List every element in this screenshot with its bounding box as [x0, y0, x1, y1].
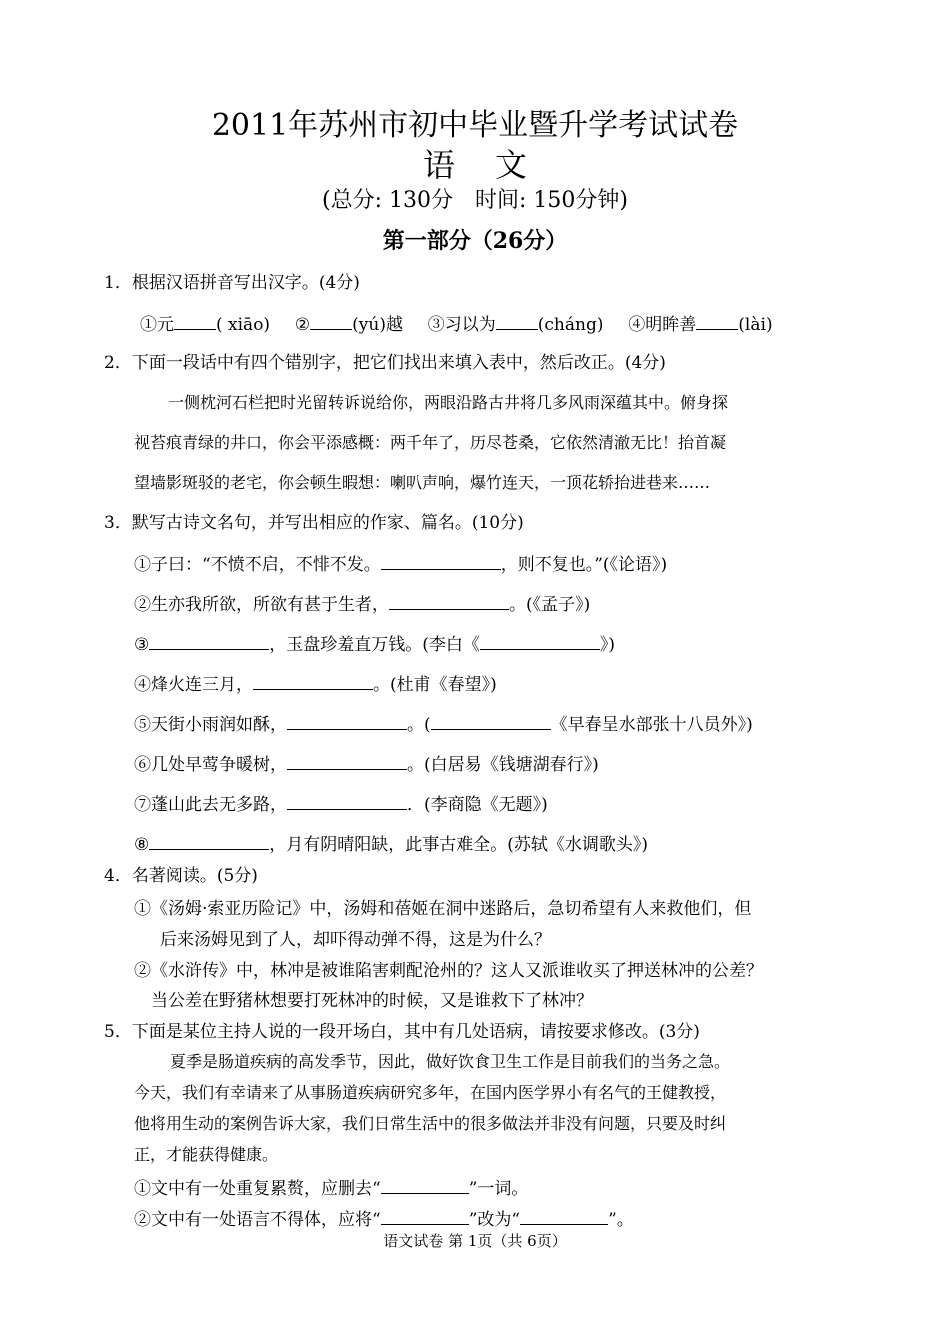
q1-item-2-post: (yú)越 [352, 315, 403, 335]
q5-line-1: 夏季是肠道疾病的高发季节，因此，做好饮食卫生工作是目前我们的当务之急。 [170, 1052, 731, 1071]
q3-item-2-post: 。(《孟子》) [509, 595, 591, 615]
q1-item-1-pre: ①元 [140, 315, 174, 335]
q3-item-3-post: 》) [599, 635, 616, 655]
q3-item-1-post: ，则不复也。”(《论语》) [500, 555, 668, 575]
q5-req-2-post: ”。 [608, 1210, 634, 1230]
q5-req-2-mid: ”改为“ [468, 1210, 521, 1230]
q5-blank-1[interactable] [381, 1175, 469, 1194]
q1-item-4-pre: ④明眸善 [628, 315, 697, 335]
q2-line-1: 一侧枕河石栏把时光留转诉说给你，两眼沿路古井将几多风雨深蕴其中。俯身探 [168, 393, 729, 412]
q3-blank-4[interactable] [253, 671, 373, 690]
q4-a-line-2: 后来汤姆见到了人，却吓得动弹不得，这是为什么？ [160, 930, 551, 950]
q3-blank-1[interactable] [381, 551, 501, 570]
q1-blank-4[interactable] [696, 311, 738, 330]
q2-line-3: 望墙影斑驳的老宅，你会顿生暇想：喇叭声响，爆竹连天，一顶花轿抬进巷来…… [134, 473, 711, 492]
q5-req-2-pre: ②文中有一处语言不得体，应将“ [134, 1210, 381, 1230]
q3-item-6-pre: ⑥几处早莺争暖树， [134, 755, 287, 775]
q3-item-1-pre: ①子曰：“不愤不启，不悱不发。 [134, 555, 381, 575]
q3-item-5-post: 《早春呈水部张十八员外》) [550, 715, 753, 735]
page-footer: 语文试卷 第 1页（共 6页） [383, 1232, 567, 1250]
q1-item-3-pre: ③习以为 [427, 315, 496, 335]
q3-item-2-pre: ②生亦我所欲，所欲有甚于生者， [134, 595, 389, 615]
q4-b-line-1: ②《水浒传》中，林冲是被谁陷害刺配沧州的？这人又派谁收买了押送林冲的公差？ [134, 961, 763, 981]
q3-item-5 [134, 711, 753, 737]
q3-item-8 [134, 831, 648, 857]
q3-item-8-post: ，月有阴晴阳缺，此事古难全。(苏轼《水调歌头》) [269, 835, 649, 855]
q3-blank-7[interactable] [287, 791, 407, 810]
q5-line-2: 今天，我们有幸请来了从事肠道疾病研究多年，在国内医学界小有名气的王健教授， [134, 1083, 727, 1102]
q3-blank-3a[interactable] [149, 631, 269, 650]
q3-item-5-mid: 。( [407, 715, 431, 735]
q2-line-2: 视苔痕青绿的井口，你会平添感概：两千年了，历尽苍桑，它依然清澈无比！抬首凝 [134, 433, 727, 452]
q3-item-7 [134, 791, 548, 817]
q3-item-4 [134, 671, 497, 697]
q3-blank-5a[interactable] [287, 711, 407, 730]
q1-item-1-post: ( xiāo) [216, 315, 271, 335]
q3-blank-8[interactable] [149, 831, 269, 850]
q3-item-3 [134, 631, 615, 657]
q1-blank-3[interactable] [496, 311, 538, 330]
q3-blank-5b[interactable] [431, 711, 551, 730]
q3-item-3-pre: ③ [134, 635, 150, 655]
exam-meta: (总分: 130分 时间: 150分钟) [322, 188, 628, 213]
q3-blank-2[interactable] [389, 591, 509, 610]
subject-title: 语文 [422, 146, 567, 184]
q3-item-8-pre: ⑧ [134, 835, 150, 855]
exam-title: 2011年苏州市初中毕业暨升学考试试卷 [211, 108, 739, 143]
q3-stem: 3．默写古诗文名句，并写出相应的作家、篇名。(10分) [104, 513, 524, 533]
q5-blank-2b[interactable] [520, 1206, 608, 1225]
q3-item-3-mid: ，玉盘珍羞直万钱。(李白《 [269, 635, 480, 655]
q5-line-4: 正，才能获得健康。 [134, 1145, 279, 1164]
q1-blank-2[interactable] [310, 311, 352, 330]
q5-req-1-post: ”一词。 [468, 1179, 529, 1199]
q3-blank-3b[interactable] [480, 631, 600, 650]
q1-blank-1[interactable] [174, 311, 216, 330]
q5-stem: 5．下面是某位主持人说的一段开场白，其中有几处语病，请按要求修改。(3分) [104, 1022, 700, 1042]
q5-req-1 [134, 1175, 528, 1201]
q4-a-line-1: ①《汤姆·索亚历险记》中，汤姆和蓓姬在洞中迷路后，急切希望有人来救他们，但 [134, 899, 752, 919]
q3-blank-6[interactable] [287, 751, 407, 770]
q4-stem: 4．名著阅读。(5分) [104, 866, 258, 886]
q5-req-1-pre: ①文中有一处重复累赘，应删去“ [134, 1179, 381, 1199]
q3-item-6 [134, 751, 599, 777]
q3-item-5-pre: ⑤天街小雨润如酥， [134, 715, 287, 735]
q3-item-6-post: 。(白居易《钱塘湖春行》) [407, 755, 599, 775]
part-heading: 第一部分（26分） [382, 228, 568, 254]
q1-items [140, 311, 773, 337]
q4-b-line-2: 当公差在野猪林想要打死林冲的时候，又是谁救下了林冲？ [151, 991, 593, 1011]
q1-item-4-post: (lài) [738, 315, 773, 335]
q3-item-4-pre: ④烽火连三月， [134, 675, 253, 695]
q5-blank-2a[interactable] [381, 1206, 469, 1225]
q5-line-3: 他将用生动的案例告诉大家，我们日常生活中的很多做法并非没有问题，只要及时纠 [134, 1114, 727, 1133]
q1-item-2-pre: ② [294, 315, 311, 335]
q3-item-7-post: ．(李商隐《无题》) [407, 795, 548, 815]
q1-item-3-post: (cháng) [537, 315, 604, 335]
q5-req-2 [134, 1206, 634, 1232]
q3-item-1 [134, 551, 667, 577]
q3-item-4-post: 。(杜甫《春望》) [373, 675, 497, 695]
q2-stem: 2．下面一段话中有四个错别字，把它们找出来填入表中，然后改正。(4分) [104, 353, 666, 373]
q3-item-2 [134, 591, 590, 617]
q1-stem: 1．根据汉语拼音写出汉字。(4分) [104, 273, 360, 293]
q3-item-7-pre: ⑦蓬山此去无多路， [134, 795, 287, 815]
